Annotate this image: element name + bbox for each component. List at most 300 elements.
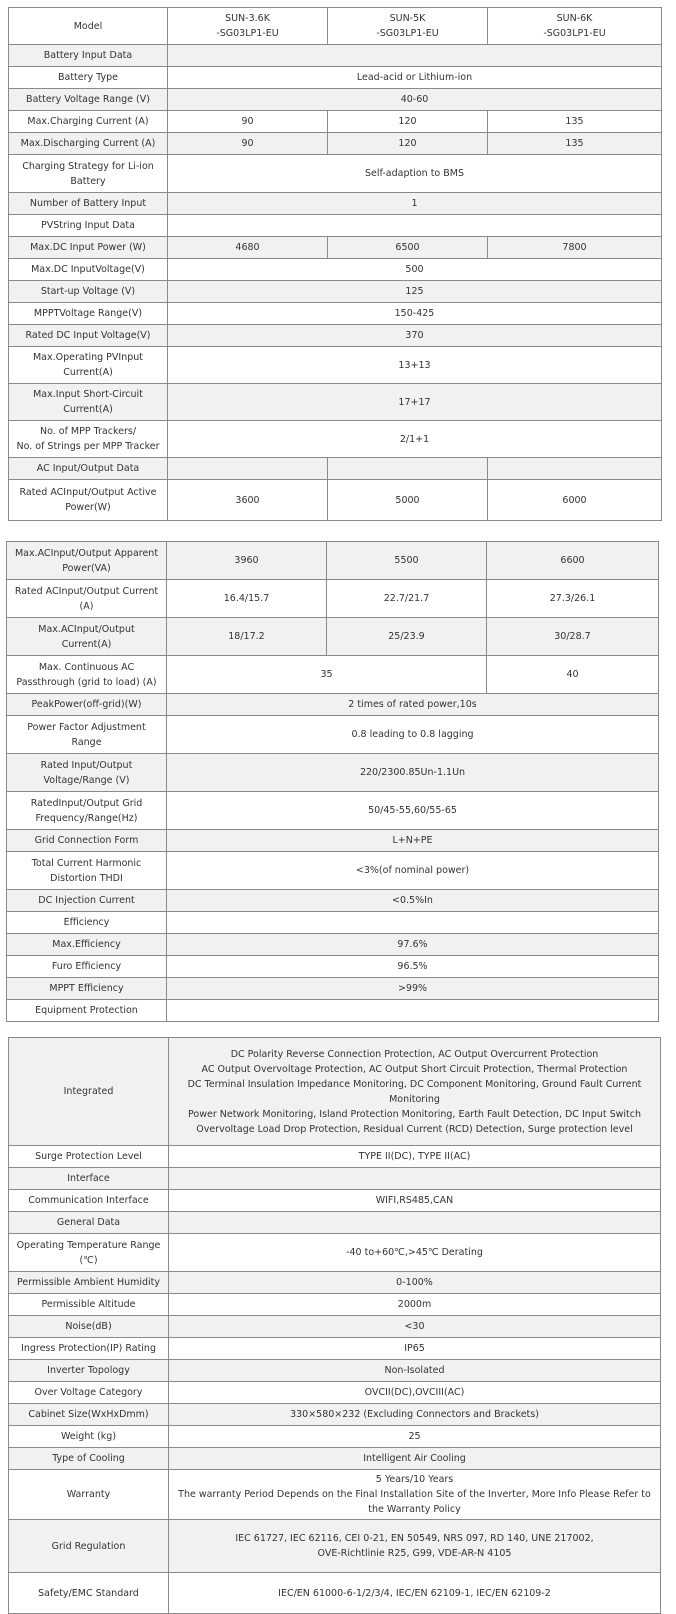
row-label bbox=[9, 1294, 169, 1316]
row-value bbox=[488, 480, 662, 521]
row-label bbox=[9, 1168, 169, 1190]
cell-text: Over Voltage Category bbox=[34, 1387, 143, 1398]
row-value bbox=[167, 580, 327, 618]
table-row bbox=[9, 384, 662, 421]
row-value bbox=[327, 542, 487, 580]
cell-text: Noise(dB) bbox=[65, 1321, 112, 1332]
table-row bbox=[9, 480, 662, 521]
cell-text: Surge Protection Level bbox=[35, 1151, 142, 1162]
cell-text: Max.Charging Current (A) bbox=[27, 116, 149, 127]
row-value bbox=[168, 421, 662, 458]
row-label bbox=[9, 1470, 169, 1520]
row-value bbox=[167, 830, 659, 852]
cell-text: Max.Operating PVInput bbox=[32, 352, 143, 363]
cell-text: Start-up Voltage (V) bbox=[40, 286, 136, 297]
table-row bbox=[7, 716, 659, 754]
cell-text: 220/2300.85Un-1.1Un bbox=[359, 767, 466, 778]
table-row bbox=[9, 1272, 661, 1294]
cell-text: 35 bbox=[320, 669, 333, 680]
row-label bbox=[9, 1448, 169, 1470]
row-label bbox=[9, 89, 168, 111]
cell-text: 16.4/15.7 bbox=[223, 593, 270, 604]
cell-text: OVCII(DC),OVCIII(AC) bbox=[364, 1387, 465, 1398]
cell-text: General Data bbox=[56, 1217, 121, 1228]
row-value bbox=[167, 694, 659, 716]
cell-text: -40 to+60℃,>45℃ Derating bbox=[346, 1247, 483, 1258]
cell-text: Battery Voltage Range (V) bbox=[26, 94, 150, 105]
row-value bbox=[167, 978, 659, 1000]
cell-text: >99% bbox=[397, 983, 428, 994]
cell-text: Current(A) bbox=[63, 404, 113, 415]
table-row bbox=[9, 347, 662, 384]
table-row bbox=[9, 1382, 661, 1404]
row-label bbox=[9, 303, 168, 325]
table-row bbox=[9, 303, 662, 325]
table-row bbox=[9, 1234, 661, 1272]
table-row bbox=[7, 754, 659, 792]
cell-text: Max. Continuous AC bbox=[38, 661, 135, 673]
row-value bbox=[169, 1272, 661, 1294]
cell-text: 40 bbox=[566, 669, 579, 680]
row-label bbox=[7, 618, 167, 656]
cell-text: Grid Connection Form bbox=[34, 835, 139, 846]
row-value bbox=[169, 1382, 661, 1404]
cell-text: TYPE II(DC), TYPE II(AC) bbox=[358, 1151, 471, 1162]
row-value bbox=[328, 458, 488, 480]
row-label bbox=[9, 1038, 169, 1146]
row-value bbox=[167, 542, 327, 580]
row-label bbox=[9, 421, 168, 458]
row-value bbox=[168, 155, 662, 193]
row-value bbox=[488, 458, 662, 480]
cell-text: 120 bbox=[398, 138, 417, 149]
row-value bbox=[169, 1190, 661, 1212]
header-row bbox=[9, 8, 662, 45]
cell-text: (℃) bbox=[79, 1254, 98, 1266]
cell-text: Monitoring bbox=[389, 1093, 440, 1105]
cell-text: Ingress Protection(IP) Rating bbox=[21, 1343, 156, 1354]
table-row bbox=[7, 830, 659, 852]
cell-text: 1 bbox=[411, 198, 418, 209]
cell-text: 27.3/26.1 bbox=[549, 593, 596, 604]
cell-text: Voltage/Range (V) bbox=[43, 774, 130, 786]
cell-text: Frequency/Range(Hz) bbox=[35, 812, 138, 824]
section-empty-cell bbox=[169, 1212, 661, 1234]
cell-text: The warranty Period Depends on the Final Installation Site of the Inverter, More Info Please Refer to bbox=[178, 1489, 651, 1500]
row-label bbox=[7, 792, 167, 830]
model-name bbox=[328, 8, 488, 45]
cell-text: Grid Regulation bbox=[51, 1540, 126, 1552]
table-row bbox=[9, 259, 662, 281]
cell-text: Power(VA) bbox=[62, 562, 111, 574]
cell-text: DC Terminal Insulation Impedance Monitoring, DC Component Monitoring, Ground Fault Current bbox=[187, 1078, 642, 1090]
cell-text: Current(A) bbox=[63, 367, 113, 378]
cell-text: SUN-3.6K bbox=[225, 13, 270, 24]
cell-text: Max.DC InputVoltage(V) bbox=[31, 264, 145, 275]
model-label-text: Model bbox=[73, 20, 103, 32]
table-row bbox=[7, 956, 659, 978]
row-label bbox=[9, 1426, 169, 1448]
table-row bbox=[9, 1294, 661, 1316]
cell-text: Type of Cooling bbox=[52, 1453, 125, 1464]
row-value bbox=[168, 111, 328, 133]
row-value bbox=[169, 1146, 661, 1168]
cell-text: the Warranty Policy bbox=[368, 1504, 461, 1515]
cell-text: Battery Input Data bbox=[43, 50, 133, 61]
section-empty-cell bbox=[168, 215, 662, 237]
cell-text: Intelligent Air Cooling bbox=[363, 1453, 466, 1464]
cell-text: No. of Strings per MPP Tracker bbox=[16, 441, 160, 452]
row-value bbox=[169, 1426, 661, 1448]
row-label bbox=[9, 259, 168, 281]
cell-text: 7800 bbox=[562, 242, 587, 253]
cell-text: 96.5% bbox=[397, 961, 428, 972]
row-label bbox=[9, 155, 168, 193]
row-value bbox=[487, 580, 659, 618]
cell-text: 3960 bbox=[234, 555, 259, 566]
cell-text: 0-100% bbox=[396, 1277, 433, 1288]
cell-text: Max.DC Input Power (W) bbox=[30, 242, 146, 253]
cell-text: Rated DC Input Voltage(V) bbox=[25, 330, 151, 341]
cell-text: Rated Input/Output bbox=[40, 759, 133, 771]
cell-text: Efficiency bbox=[63, 917, 110, 928]
cell-text: Communication Interface bbox=[28, 1195, 149, 1206]
row-value bbox=[169, 1448, 661, 1470]
row-label bbox=[7, 956, 167, 978]
cell-text: Power Factor Adjustment bbox=[27, 721, 146, 733]
row-value bbox=[328, 111, 488, 133]
cell-text: 3600 bbox=[235, 494, 260, 506]
cell-text: Permissible Ambient Humidity bbox=[16, 1277, 161, 1288]
cell-text: OVE-Richtlinie R25, G99, VDE-AR-N 4105 bbox=[317, 1548, 512, 1559]
row-label bbox=[9, 111, 168, 133]
cell-text: 370 bbox=[405, 330, 424, 341]
row-value bbox=[168, 458, 328, 480]
table-row bbox=[9, 237, 662, 259]
table-row bbox=[9, 325, 662, 347]
row-value bbox=[168, 303, 662, 325]
cell-text: 2/1+1 bbox=[399, 433, 430, 445]
row-value bbox=[488, 133, 662, 155]
row-value bbox=[168, 67, 662, 89]
cell-text: (A) bbox=[79, 600, 94, 612]
cell-text: 17+17 bbox=[398, 396, 431, 408]
spec-table-part-1 bbox=[8, 7, 662, 521]
cell-text: -SG03LP1-EU bbox=[376, 28, 439, 39]
row-value bbox=[168, 347, 662, 384]
row-label bbox=[7, 1000, 167, 1022]
row-value bbox=[327, 618, 487, 656]
cell-text: Max.ACInput/Output Apparent bbox=[14, 547, 159, 559]
row-value bbox=[168, 133, 328, 155]
row-label bbox=[7, 754, 167, 792]
cell-text: Inverter Topology bbox=[47, 1365, 130, 1376]
row-label bbox=[9, 1520, 169, 1573]
cell-text: Battery Type bbox=[57, 72, 118, 83]
table-row bbox=[9, 1338, 661, 1360]
cell-text: Charging Strategy for Li-ion bbox=[22, 160, 154, 172]
cell-text: Distortion THDI bbox=[50, 872, 123, 884]
row-label bbox=[9, 1404, 169, 1426]
row-label bbox=[9, 1212, 169, 1234]
row-value bbox=[168, 384, 662, 421]
row-value bbox=[169, 1520, 661, 1573]
row-label bbox=[7, 830, 167, 852]
row-value bbox=[169, 1573, 661, 1614]
table-row bbox=[9, 1168, 661, 1190]
cell-text: Weight (kg) bbox=[60, 1431, 117, 1442]
cell-text: Overvoltage Load Drop Protection, Residual Current (RCD) Detection, Surge protection level bbox=[196, 1123, 633, 1135]
row-label bbox=[9, 1316, 169, 1338]
cell-text: AC Input/Output Data bbox=[36, 463, 140, 474]
cell-text: PVString Input Data bbox=[41, 220, 135, 231]
row-label bbox=[7, 580, 167, 618]
section-empty-cell bbox=[167, 1000, 659, 1022]
table-row bbox=[7, 580, 659, 618]
cell-text: -SG03LP1-EU bbox=[543, 28, 606, 39]
cell-text: 0.8 leading to 0.8 lagging bbox=[351, 729, 474, 740]
section-empty-cell bbox=[168, 45, 662, 67]
spec-table-part-3 bbox=[8, 1037, 661, 1614]
table-row bbox=[9, 1426, 661, 1448]
row-label bbox=[7, 694, 167, 716]
cell-text: Cabinet Size(WxHxDmm) bbox=[28, 1409, 149, 1420]
table-row bbox=[7, 1000, 659, 1022]
cell-text: Total Current Harmonic bbox=[31, 857, 142, 869]
table-row bbox=[9, 1573, 661, 1614]
table-row bbox=[7, 934, 659, 956]
table-row bbox=[9, 215, 662, 237]
cell-text: 50/45-55,60/55-65 bbox=[368, 805, 457, 816]
cell-text: 5 Years/10 Years bbox=[375, 1474, 454, 1485]
cell-text: 5500 bbox=[394, 555, 419, 566]
cell-text: Permissible Altitude bbox=[41, 1299, 136, 1310]
row-value bbox=[488, 237, 662, 259]
row-value bbox=[487, 618, 659, 656]
section-empty-cell bbox=[169, 1168, 661, 1190]
cell-text: <0.5%In bbox=[392, 895, 433, 906]
row-value bbox=[167, 934, 659, 956]
row-label bbox=[9, 458, 168, 480]
row-value bbox=[169, 1316, 661, 1338]
cell-text: MPPT Efficiency bbox=[49, 983, 124, 994]
row-value bbox=[488, 111, 662, 133]
row-value bbox=[328, 237, 488, 259]
row-value bbox=[167, 716, 659, 754]
row-label bbox=[9, 325, 168, 347]
table-row bbox=[9, 1404, 661, 1426]
row-value bbox=[487, 656, 659, 694]
row-label bbox=[9, 480, 168, 521]
row-value bbox=[167, 852, 659, 890]
cell-text: 18/17.2 bbox=[228, 631, 265, 642]
cell-text: 500 bbox=[405, 264, 424, 275]
cell-text: 135 bbox=[565, 116, 584, 127]
cell-text: 90 bbox=[241, 116, 254, 127]
table-row bbox=[7, 978, 659, 1000]
cell-text: Power(W) bbox=[65, 502, 111, 513]
cell-text: No. of MPP Trackers/ bbox=[39, 426, 137, 437]
cell-text: Passthrough (grid to load) (A) bbox=[16, 676, 157, 688]
row-label bbox=[9, 1573, 169, 1614]
table-row bbox=[9, 421, 662, 458]
row-label bbox=[7, 852, 167, 890]
table-row bbox=[7, 792, 659, 830]
cell-text: 6000 bbox=[562, 494, 587, 506]
row-label bbox=[9, 133, 168, 155]
table-row bbox=[7, 542, 659, 580]
row-value bbox=[168, 281, 662, 303]
cell-text: Rated ACInput/Output Current bbox=[14, 585, 159, 597]
cell-text: -SG03LP1-EU bbox=[216, 28, 279, 39]
row-label bbox=[9, 1146, 169, 1168]
cell-text: 90 bbox=[241, 138, 254, 149]
row-value bbox=[167, 890, 659, 912]
cell-text: Max.Discharging Current (A) bbox=[20, 138, 156, 149]
cell-text: Rated ACInput/Output Active bbox=[19, 487, 157, 498]
row-label bbox=[7, 656, 167, 694]
cell-text: PeakPower(off-grid)(W) bbox=[31, 699, 142, 710]
row-label bbox=[9, 1190, 169, 1212]
cell-text: Range bbox=[71, 736, 102, 748]
table-row bbox=[9, 1448, 661, 1470]
row-value bbox=[328, 480, 488, 521]
table-row bbox=[9, 1146, 661, 1168]
row-label bbox=[9, 193, 168, 215]
row-value bbox=[169, 1404, 661, 1426]
table-row bbox=[9, 67, 662, 89]
cell-text: 2000m bbox=[397, 1299, 432, 1310]
cell-text: MPPTVoltage Range(V) bbox=[33, 308, 143, 319]
cell-text: 120 bbox=[398, 116, 417, 127]
table-row bbox=[9, 1520, 661, 1573]
row-label bbox=[7, 978, 167, 1000]
cell-text: <30 bbox=[404, 1321, 425, 1332]
row-value bbox=[167, 618, 327, 656]
row-value bbox=[169, 1294, 661, 1316]
row-value bbox=[169, 1234, 661, 1272]
row-label bbox=[9, 1382, 169, 1404]
cell-text: Equipment Protection bbox=[35, 1005, 138, 1016]
cell-text: 135 bbox=[565, 138, 584, 149]
cell-text: Operating Temperature Range bbox=[16, 1239, 161, 1251]
cell-text: Warranty bbox=[66, 1489, 111, 1500]
row-value bbox=[168, 237, 328, 259]
row-label bbox=[7, 890, 167, 912]
cell-text: Integrated bbox=[63, 1086, 114, 1097]
row-label bbox=[9, 215, 168, 237]
cell-text: 25/23.9 bbox=[388, 631, 425, 642]
table-row bbox=[9, 111, 662, 133]
row-value bbox=[169, 1338, 661, 1360]
row-value bbox=[167, 754, 659, 792]
cell-text: Self-adaption to BMS bbox=[365, 168, 464, 179]
row-label bbox=[9, 281, 168, 303]
table-row bbox=[9, 1470, 661, 1520]
row-label bbox=[7, 912, 167, 934]
section-empty-cell bbox=[167, 912, 659, 934]
cell-text: <3%(of nominal power) bbox=[355, 865, 470, 876]
cell-text: 30/28.7 bbox=[554, 631, 591, 642]
cell-text: DC Injection Current bbox=[38, 895, 135, 906]
table-row bbox=[9, 281, 662, 303]
cell-text: 150-425 bbox=[394, 308, 435, 319]
table-row bbox=[9, 45, 662, 67]
cell-text: 40-60 bbox=[400, 94, 429, 105]
table-row bbox=[9, 1316, 661, 1338]
row-value bbox=[169, 1360, 661, 1382]
row-label bbox=[9, 384, 168, 421]
cell-text: DC Polarity Reverse Connection Protection, AC Output Overcurrent Protection bbox=[230, 1048, 599, 1060]
row-label bbox=[9, 67, 168, 89]
cell-text: Current(A) bbox=[61, 638, 112, 650]
row-label bbox=[9, 1338, 169, 1360]
row-value bbox=[167, 656, 487, 694]
cell-text: IEC/EN 61000-6-1/2/3/4, IEC/EN 62109-1, IEC/EN 62109-2 bbox=[278, 1587, 551, 1599]
row-value bbox=[167, 956, 659, 978]
row-label bbox=[7, 542, 167, 580]
table-row bbox=[9, 1212, 661, 1234]
table-row bbox=[9, 458, 662, 480]
cell-text: Safety/EMC Standard bbox=[38, 1587, 139, 1599]
row-value bbox=[168, 325, 662, 347]
cell-text: WIFI,RS485,CAN bbox=[375, 1195, 454, 1206]
model-name bbox=[168, 8, 328, 45]
cell-text: 97.6% bbox=[397, 939, 428, 950]
row-value bbox=[169, 1470, 661, 1520]
cell-text: 13+13 bbox=[398, 359, 431, 371]
row-label bbox=[9, 1272, 169, 1294]
row-value bbox=[169, 1038, 661, 1146]
row-label bbox=[7, 934, 167, 956]
row-value bbox=[168, 480, 328, 521]
cell-text: Max.ACInput/Output bbox=[38, 623, 135, 635]
cell-text: Interface bbox=[67, 1173, 110, 1184]
cell-text: 125 bbox=[405, 286, 424, 297]
row-label bbox=[9, 1360, 169, 1382]
cell-text: 5000 bbox=[395, 494, 420, 506]
row-label bbox=[7, 716, 167, 754]
model-name bbox=[488, 8, 662, 45]
cell-text: 22.7/21.7 bbox=[383, 593, 430, 604]
table-row bbox=[7, 618, 659, 656]
cell-text: Max.Efficiency bbox=[52, 939, 121, 950]
table-row bbox=[7, 656, 659, 694]
spec-table-part-2 bbox=[6, 541, 659, 1022]
model-label bbox=[9, 8, 168, 45]
row-value bbox=[168, 259, 662, 281]
table-row bbox=[9, 155, 662, 193]
row-value bbox=[328, 133, 488, 155]
cell-text: SUN-5K bbox=[389, 13, 426, 24]
cell-text: 6500 bbox=[395, 242, 420, 253]
cell-text: SUN-6K bbox=[556, 13, 593, 24]
cell-text: 330×580×232 (Excluding Connectors and Brackets) bbox=[290, 1409, 539, 1420]
cell-text: IEC 61727, IEC 62116, CEI 0-21, EN 50549, NRS 097, RD 140, UNE 217002, bbox=[235, 1533, 594, 1544]
table-row bbox=[9, 193, 662, 215]
row-value bbox=[167, 792, 659, 830]
table-row bbox=[9, 1038, 661, 1146]
cell-text: Power Network Monitoring, Island Protection Monitoring, Earth Fault Detection, DC Input Switch bbox=[188, 1108, 641, 1120]
cell-text: 25 bbox=[408, 1431, 421, 1442]
cell-text: 2 times of rated power,10s bbox=[348, 699, 477, 710]
cell-text: Furo Efficiency bbox=[51, 961, 122, 972]
cell-text: IP65 bbox=[404, 1343, 425, 1354]
table-row bbox=[9, 1360, 661, 1382]
table-row bbox=[7, 890, 659, 912]
cell-text: Non-Isolated bbox=[384, 1365, 445, 1376]
table-row bbox=[7, 694, 659, 716]
